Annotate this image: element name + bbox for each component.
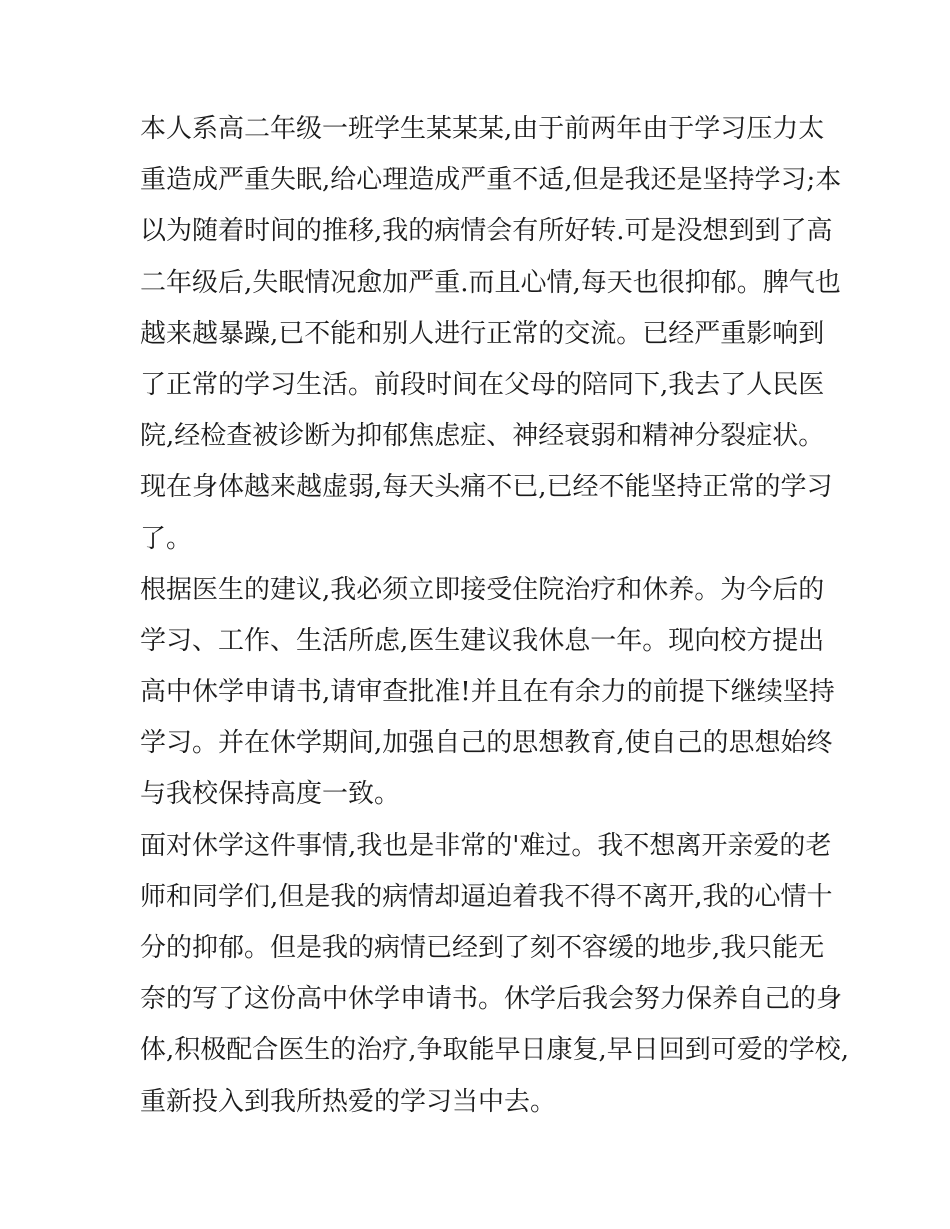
text-line: 了。: [140, 523, 193, 554]
text-line: 体,积极配合医生的治疗,争取能早日康复,早日回到可爱的学校,: [140, 1035, 850, 1066]
paragraph-2: [140, 565, 835, 821]
text-line: 高中休学申请书,请审查批准!并且在有余力的前提下继续坚持: [140, 677, 835, 708]
text-line: 现在身体越来越虚弱,每天头痛不已,已经不能坚持正常的学习: [140, 472, 833, 503]
text-line: 根据医生的建议,我必须立即接受住院治疗和休养。为今后的: [140, 574, 825, 605]
text-line: 学习。并在休学期间,加强自己的思想教育,使自己的思想始终: [140, 728, 833, 759]
paragraph-1: [140, 104, 842, 565]
text-line: 奈的写了这份高中休学申请书。休学后我会努力保养自己的身: [140, 984, 843, 1015]
text-line: 师和同学们,但是我的病情却逼迫着我不得不离开,我的心情十: [140, 881, 833, 912]
text-line: 二年级后,失眠情况愈加严重.而且心情,每天也很抑郁。脾气也: [140, 267, 841, 298]
text-line: 越来越暴躁,已不能和别人进行正常的交流。已经严重影响到: [140, 318, 825, 349]
paragraph-3: [140, 821, 850, 1128]
text-line: 与我校保持高度一致。: [140, 779, 401, 810]
text-line: 面对休学这件事情,我也是非常的'难过。我不想离开亲爱的老: [140, 830, 832, 861]
text-line: 本人系高二年级一班学生某某某,由于前两年由于学习压力太: [140, 114, 825, 144]
text-line: 分的抑郁。但是我的病情已经到了刻不容缓的地步,我只能无: [140, 933, 825, 963]
text-line: 了正常的学习生活。前段时间在父母的陪同下,我去了人民医: [140, 369, 825, 400]
text-line: 重新投入到我所热爱的学习当中去。: [140, 1086, 557, 1117]
text-line: 学习、工作、生活所虑,医生建议我休息一年。现向校方提出: [140, 625, 825, 656]
text-line: 以为随着时间的推移,我的病情会有所好转.可是没想到到了高: [140, 216, 833, 247]
text-line: 院,经检查被诊断为抑郁焦虑症、神经衰弱和精神分裂症状。: [140, 421, 825, 452]
text-line: 重造成严重失眠,给心理造成严重不适,但是我还是坚持学习;本: [140, 165, 842, 196]
letter-body: [140, 104, 850, 1128]
